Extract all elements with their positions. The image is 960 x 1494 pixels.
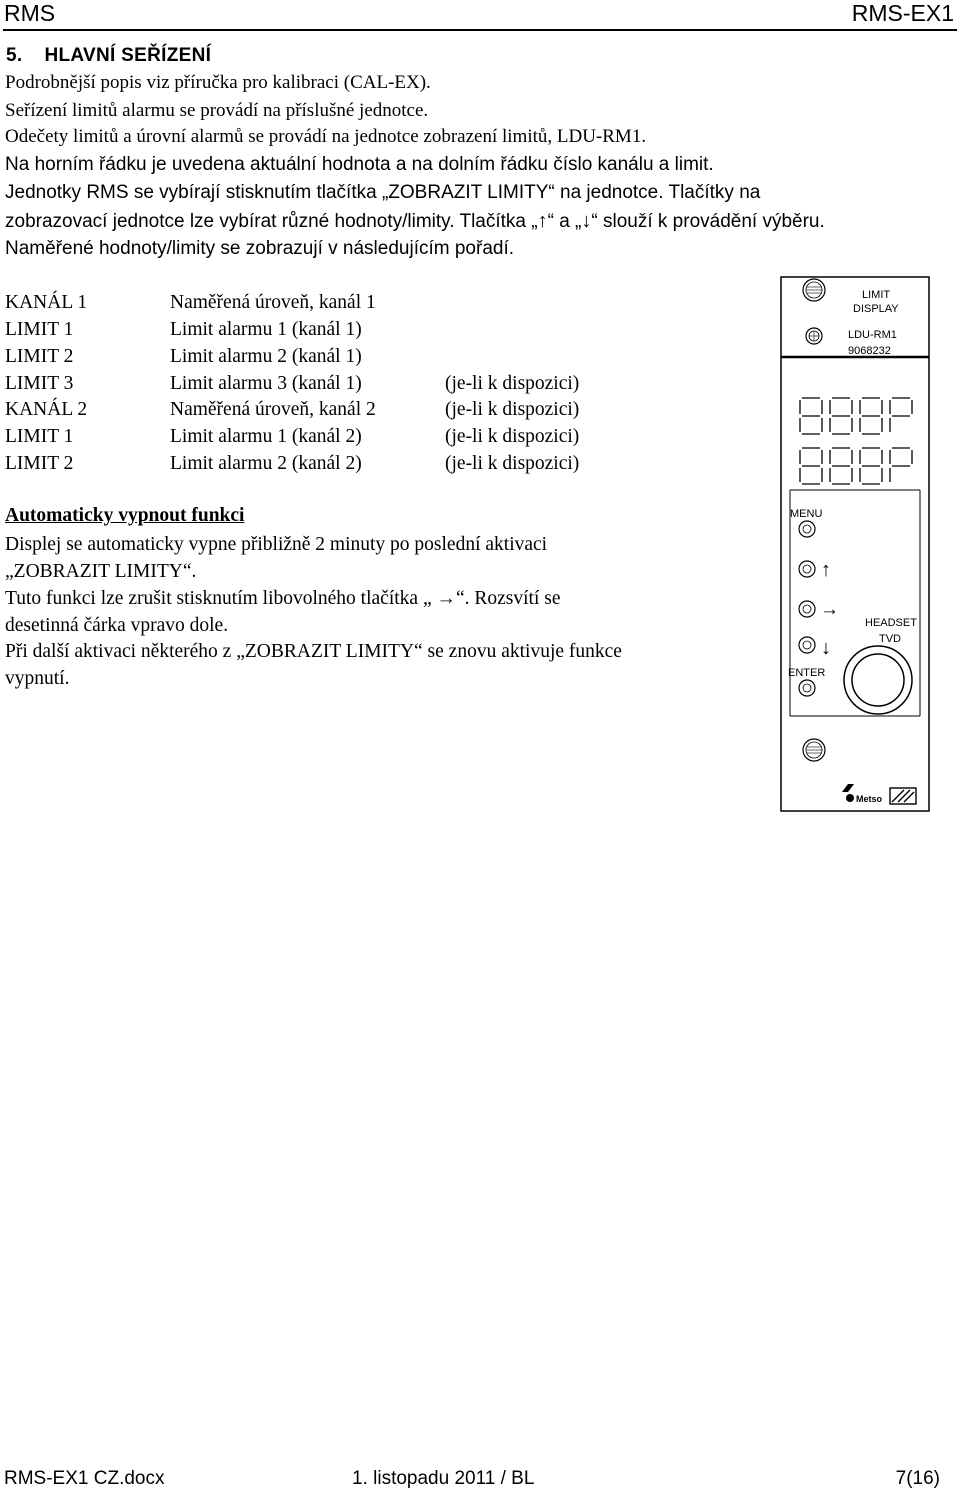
order-desc: Naměřená úroveň, kanál 2: [170, 399, 376, 420]
screw-icon: [803, 739, 825, 761]
order-desc: Limit alarmu 3 (kanál 1): [170, 373, 362, 394]
intro-line-3: Odečety limitů a úrovní alarmů se provádí na jednotce zobrazení limitů, LDU-RM1.: [5, 126, 647, 147]
arrow-up-icon: ↑: [821, 559, 831, 581]
auto-off-line-2: „ZOBRAZIT LIMITY“.: [5, 561, 197, 582]
intro-line-4: Na horním řádku je uvedena aktuální hodnota a na dolním řádku číslo kanálu a limit.: [5, 154, 714, 175]
order-name: KANÁL 2: [5, 399, 88, 420]
order-name: LIMIT 3: [5, 373, 74, 394]
label-menu: MENU: [790, 508, 823, 520]
intro-line-2: Seřízení limitů alarmu se provádí na příslušné jednotce.: [5, 100, 429, 121]
auto-off-line-1: Displej se automaticky vypne přibližně 2 minuty po poslední aktivaci: [5, 534, 548, 555]
label-model: LDU-RM1: [848, 329, 897, 341]
intro-line-7: Naměřené hodnoty/limity se zobrazují v následujícím pořadí.: [5, 238, 515, 259]
intro-line-6-b: “ a „: [547, 211, 582, 232]
auto-off-line-3: Tuto funkci lze zrušit stisknutím libovolného tlačítka „ →“. Rozsvítí se: [5, 588, 561, 609]
section-title: HLAVNÍ SEŘÍZENÍ: [44, 45, 212, 66]
intro-line-6-c: “ slouží k provádění výběru.: [591, 211, 825, 232]
arrow-right-icon: →: [820, 599, 839, 620]
intro-line-1: Podrobnější popis viz příručka pro kalibraci (CAL-EX).: [5, 72, 431, 93]
order-desc: Limit alarmu 1 (kanál 2): [170, 426, 362, 447]
order-name: LIMIT 2: [5, 346, 74, 367]
footer-date: 1. listopadu 2011 / BL: [352, 1468, 535, 1489]
auto-off-line-4: desetinná čárka vpravo dole.: [5, 615, 229, 636]
intro-line-5: Jednotky RMS se vybírají stisknutím tlačítka „ZOBRAZIT LIMITY“ na jednotce. Tlačítky na: [5, 182, 761, 203]
intro-line-6: [5, 208, 825, 235]
label-headset: HEADSET: [865, 617, 917, 629]
order-name: LIMIT 1: [5, 319, 74, 340]
order-desc: Limit alarmu 2 (kanál 2): [170, 453, 362, 474]
arrow-up-icon: ↑: [537, 210, 548, 232]
header-rule: [3, 29, 957, 31]
screw-icon: [803, 279, 825, 301]
order-note: (je-li k dispozici): [445, 426, 580, 447]
panel-drawing: [780, 276, 930, 812]
order-name: LIMIT 1: [5, 426, 74, 447]
header-right: RMS-EX1: [851, 0, 954, 26]
section-number: 5.: [6, 45, 23, 66]
label-tvd: TVD: [879, 633, 901, 645]
arrow-down-icon: ↓: [581, 210, 592, 232]
order-desc: Naměřená úroveň, kanál 1: [170, 292, 376, 313]
label-code: 9068232: [848, 345, 891, 357]
arrow-down-icon: ↓: [821, 637, 831, 659]
brand-metso: Metso: [856, 794, 883, 804]
section-heading: [6, 45, 211, 67]
label-enter: ENTER: [788, 667, 826, 679]
order-note: (je-li k dispozici): [445, 373, 580, 394]
order-note: (je-li k dispozici): [445, 399, 580, 420]
order-desc: Limit alarmu 2 (kanál 1): [170, 346, 362, 367]
label-display: DISPLAY: [853, 303, 899, 315]
intro-line-6-a: zobrazovací jednotce lze vybírat různé hodnoty/limity. Tlačítka „: [5, 211, 538, 232]
order-note: (je-li k dispozici): [445, 453, 580, 474]
footer-filename: RMS-EX1 CZ.docx: [4, 1468, 165, 1489]
auto-off-title: Automaticky vypnout funkci: [5, 505, 245, 526]
order-desc: Limit alarmu 1 (kanál 1): [170, 319, 362, 340]
auto-off-line-6: vypnutí.: [5, 668, 70, 689]
auto-off-line-5: Při další aktivaci některého z „ZOBRAZIT LIMITY“ se znovu aktivuje funkce: [5, 641, 622, 662]
header-left: RMS: [4, 0, 56, 26]
ldu-rm1-panel-illustration: [780, 276, 930, 812]
label-limit: LIMIT: [862, 289, 891, 301]
order-name: LIMIT 2: [5, 453, 74, 474]
footer-page-number: 7(16): [895, 1468, 940, 1489]
order-name: KANÁL 1: [5, 292, 88, 313]
